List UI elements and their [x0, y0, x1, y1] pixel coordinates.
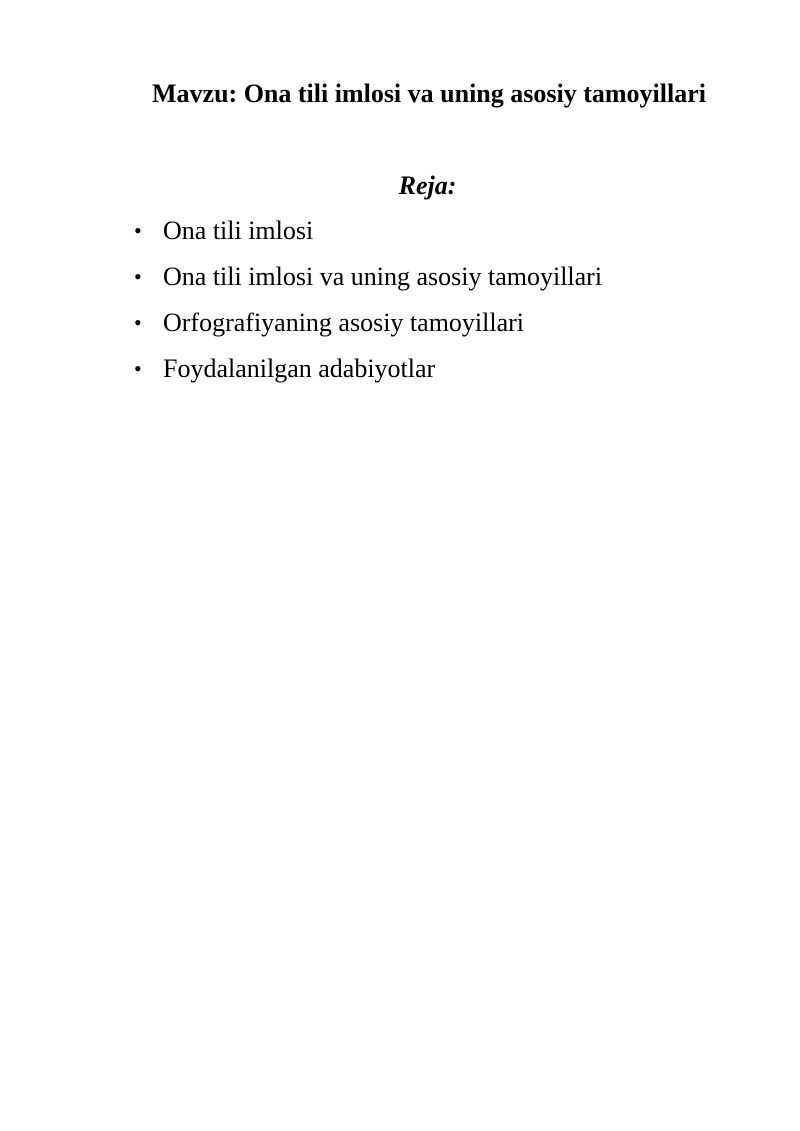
plan-item-text: Foydalanilgan adabiyotlar [163, 354, 436, 383]
plan-item-text: Ona tili imlosi va uning asosiy tamoyillari [163, 262, 603, 291]
bullet-icon: • [134, 356, 142, 381]
bullet-icon: • [134, 310, 142, 335]
plan-item-text: Ona tili imlosi [163, 216, 314, 245]
plan-item-text: Orfografiyaning asosiy tamoyillari [163, 308, 525, 337]
plan-heading: Reja: [398, 171, 457, 200]
bullet-icon: • [134, 218, 142, 243]
bullet-icon: • [134, 264, 142, 289]
document-title: Mavzu: Ona tili imlosi va uning asosiy tamoyillari [152, 79, 706, 108]
